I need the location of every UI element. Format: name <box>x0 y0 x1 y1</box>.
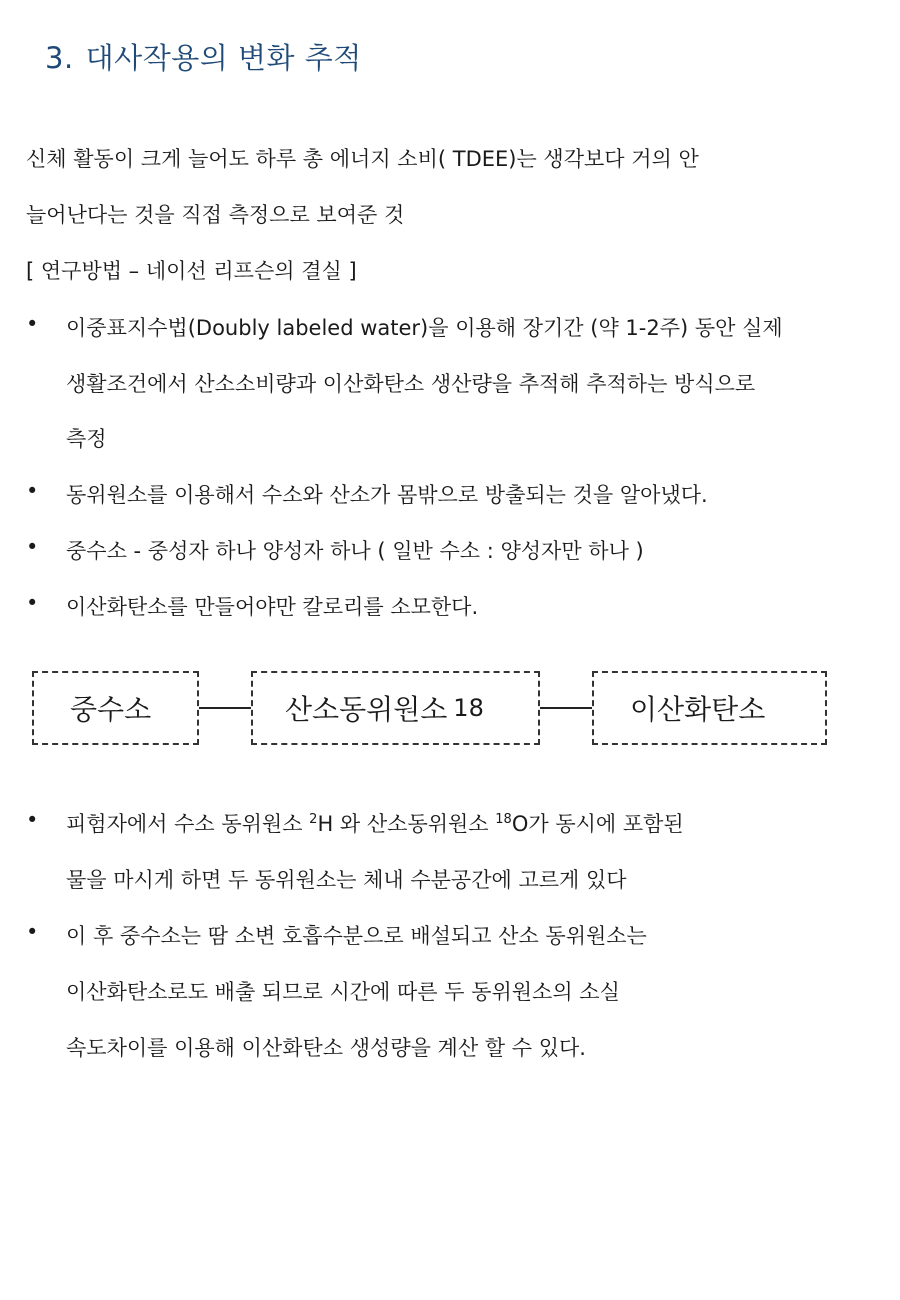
bullet-2-line-1: 동위원소를 이용해서 수소와 산소가 몸밖으로 방출되는 것을 알아냈다. <box>66 483 708 507</box>
bullet-3-line-1: 중수소 - 중성자 하나 양성자 하나 ( 일반 수소 : 양성자만 하나 ) <box>66 539 644 563</box>
connector-line-2 <box>540 707 592 709</box>
deuterium-box <box>32 671 199 745</box>
bullet-marker: • <box>26 535 39 559</box>
bullet-5-line-2: 물을 마시게 하면 두 동위원소는 체내 수분공간에 고르게 있다 <box>66 868 627 892</box>
bullet-marker: • <box>26 312 39 336</box>
oxygen-isotope-label: 산소동위원소 <box>285 693 448 726</box>
oxygen-isotope-number: 18 <box>453 694 484 722</box>
research-method-heading: [ 연구방법 – 네이선 리프슨의 결실 ] <box>26 259 357 283</box>
text-run: H 와 산소동위원소 <box>317 812 496 836</box>
bullet-6-line-2: 이산화탄소로도 배출 되므로 시간에 따른 두 동위원소의 소실 <box>66 980 620 1004</box>
text-run: O가 동시에 포함된 <box>511 812 684 836</box>
section-number: 3. <box>45 41 74 75</box>
bullet-marker: • <box>26 808 39 832</box>
bullet-1-line-1: 이중표지수법(Doubly labeled water)을 이용해 장기간 (약 1-2주) 동안 실제 <box>66 316 783 340</box>
connector-line-1 <box>199 707 251 709</box>
bullet-5-line-1 <box>66 808 684 838</box>
intro-line-2: 늘어난다는 것을 직접 측정으로 보여준 것 <box>26 203 405 227</box>
intro-line-1: 신체 활동이 크게 늘어도 하루 총 에너지 소비( TDEE)는 생각보다 거의 안 <box>26 147 699 171</box>
bullet-6-line-1: 이 후 중수소는 땀 소변 호흡수분으로 배설되고 산소 동위원소는 <box>66 924 647 948</box>
text-run: 피험자에서 수소 동위원소 <box>66 812 310 836</box>
bullet-marker: • <box>26 591 39 615</box>
page-title <box>45 36 362 77</box>
bullet-1-line-3: 측정 <box>66 427 107 451</box>
deuterium-label: 중수소 <box>70 693 152 726</box>
superscript-18: 18 <box>495 812 512 827</box>
co2-box <box>592 671 827 745</box>
oxygen-isotope-box <box>251 671 540 745</box>
superscript-2: 2 <box>309 812 318 827</box>
bullet-marker: • <box>26 920 39 944</box>
bullet-1-line-2: 생활조건에서 산소소비량과 이산화탄소 생산량을 추적해 추적하는 방식으로 <box>66 372 756 396</box>
bullet-4-line-1: 이산화탄소를 만들어야만 칼로리를 소모한다. <box>66 595 479 619</box>
bullet-marker: • <box>26 479 39 503</box>
bullet-6-line-3: 속도차이를 이용해 이산화탄소 생성량을 계산 할 수 있다. <box>66 1036 586 1060</box>
section-title: 대사작용의 변화 추적 <box>85 41 362 75</box>
co2-label: 이산화탄소 <box>630 693 766 726</box>
